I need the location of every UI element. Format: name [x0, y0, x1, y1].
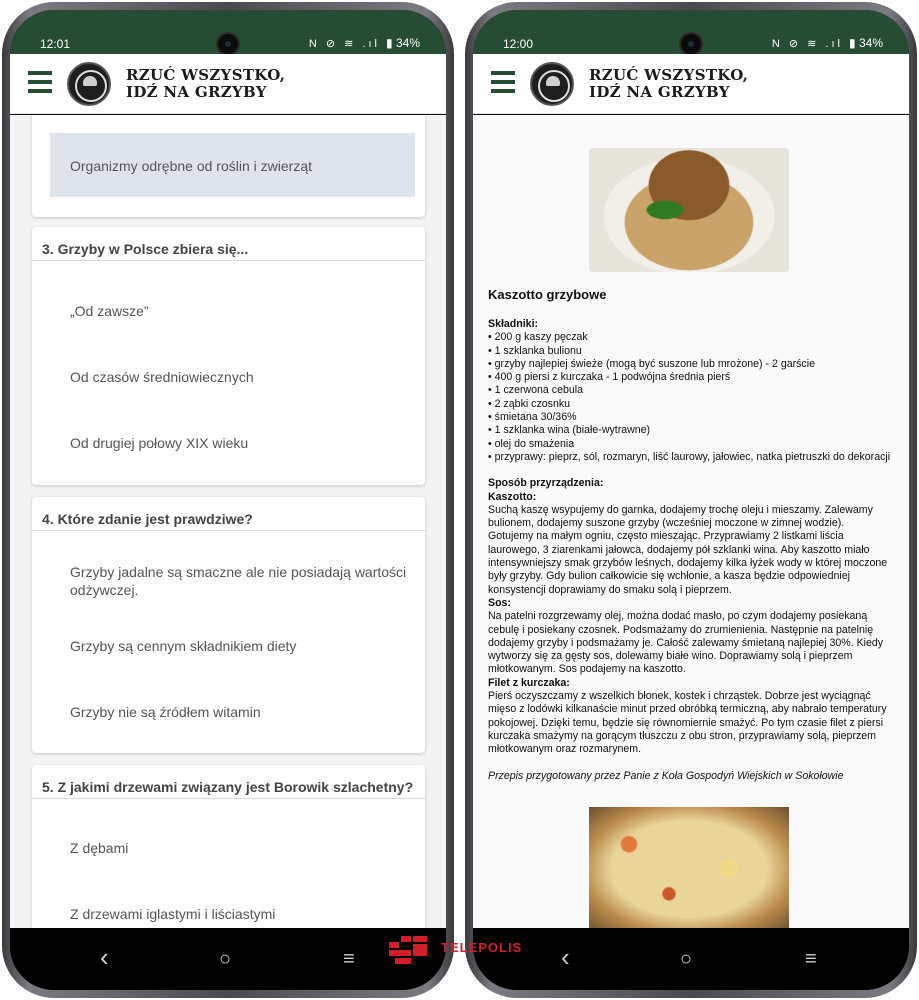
phone-right	[465, 2, 917, 998]
recents-button[interactable]: ≡	[805, 948, 817, 970]
app-bar	[473, 54, 909, 114]
answer-option[interactable]: Grzyby są cennym składnikiem diety	[70, 638, 297, 654]
status-time: 12:00	[503, 37, 534, 51]
ingredient-item: • 1 czerwona cebula	[488, 384, 583, 397]
watermark-logo-icon	[389, 936, 429, 966]
recents-button[interactable]: ≡	[343, 948, 355, 970]
answer-option[interactable]: Od drugiej połowy XIX wieku	[70, 435, 249, 451]
method-heading: Sposób przyrządzenia:	[488, 477, 604, 490]
ingredient-item: • 400 g piersi z kurczaka - 1 podwójna średnia pierś	[488, 371, 731, 384]
ingredient-item: • 1 szklanka bulionu	[488, 344, 582, 357]
question-title: 5. Z jakimi drzewami związany jest Borowik szlachetny?	[32, 765, 425, 799]
recipe-author: Przepis przygotowany przez Panie z Koła Gospodyń Wiejskich w Sokołowie	[488, 769, 844, 782]
ingredient-item: • 2 ząbki czosnku	[488, 397, 571, 410]
question-card	[32, 115, 425, 217]
section-text: Suchą kaszę wsypujemy do garnka, dodajemy trochę oleju i mieszamy. Zalewamy bulionem, dodajemy suszone grzyby (wcześniej moczone w zimnej wodzie). Gotujemy na małym ogniu, często mieszając. Przyprawiamy 2 listkami liścia laurowego, 3 ziarenkami jałowca, dodajemy pół szklanki wina. Aby kaszotto miało intensywniejszy smak grzybów leśnych, dodajemy kilka łyżek wody w której moczone były grzyby. Gdy bulion całkowicie się wchłonie, a kasza będzie odpowiedniej konsystencji doprawiamy do smaku solą i pieprzem.	[488, 503, 888, 596]
answer-option[interactable]: Od czasów średniowiecznych	[70, 369, 254, 385]
status-icons: N ⊘ ≋ .ıl ▮ 34%	[771, 36, 883, 50]
recipe-photo	[589, 148, 789, 272]
screen-left	[10, 10, 446, 990]
section-heading: Filet z kurczaka:	[488, 676, 570, 689]
question-title: 3. Grzyby w Polsce zbiera się...	[32, 227, 425, 261]
app-bar	[10, 54, 446, 114]
back-button[interactable]: ‹	[100, 942, 109, 972]
battery-indicator: ▮ 34%	[386, 36, 420, 50]
menu-icon[interactable]	[28, 71, 52, 93]
quiz-content	[10, 115, 446, 928]
phone-left	[2, 2, 454, 998]
app-logo	[67, 62, 111, 106]
answer-option[interactable]: „Od zawsze”	[70, 303, 149, 319]
front-camera	[679, 32, 703, 56]
home-button[interactable]: ○	[680, 948, 693, 970]
status-time: 12:01	[40, 37, 71, 51]
home-button[interactable]: ○	[219, 948, 232, 970]
question-card	[32, 227, 425, 485]
answer-option[interactable]: Grzyby nie są źródłem witamin	[70, 704, 261, 720]
status-icons: N ⊘ ≋ .ıl ▮ 34%	[308, 36, 420, 50]
app-title: RZUĆ WSZYSTKO, IDŹ NA GRZYBY	[589, 66, 749, 101]
answer-option[interactable]: Grzyby jadalne są smaczne ale nie posiadają wartości odżywczej.	[70, 564, 407, 598]
menu-icon[interactable]	[491, 71, 515, 93]
back-button[interactable]: ‹	[561, 942, 570, 972]
section-heading: Sos:	[488, 596, 511, 609]
answer-option[interactable]: Z dębami	[70, 840, 129, 856]
answer-option-selected[interactable]: Organizmy odrębne od roślin i zwierząt	[50, 133, 415, 197]
answer-option[interactable]: Z drzewami iglastymi i liściastymi	[70, 906, 276, 922]
ingredient-item: • grzyby najlepiej świeże (mogą być suszone lub mrożone) - 2 garście	[488, 357, 815, 370]
system-nav-bar	[10, 928, 446, 990]
question-card	[32, 497, 425, 753]
watermark-text: TELEPOLIS	[441, 940, 523, 955]
battery-indicator: ▮ 34%	[849, 36, 883, 50]
recipe-title: Kaszotto grzybowe	[488, 287, 607, 302]
question-card	[32, 765, 425, 928]
app-title: RZUĆ WSZYSTKO, IDŹ NA GRZYBY	[126, 66, 286, 101]
screen-right	[473, 10, 909, 990]
ingredients	[488, 318, 891, 783]
app-logo	[530, 62, 574, 106]
ingredient-item: • przyprawy: pieprz, sól, rozmaryn, liść laurowy, jałowiec, natka pietruszki do dekoracji	[488, 450, 891, 463]
ingredient-item: • olej do smażenia	[488, 437, 575, 450]
ingredient-item: • śmietana 30/36%	[488, 411, 577, 424]
front-camera	[216, 32, 240, 56]
ingredient-item: • 1 szklanka wina (białe-wytrawne)	[488, 424, 651, 437]
ingredient-item: • 200 g kaszy pęczak	[488, 331, 588, 344]
section-text: Pierś oczyszczamy z wszelkich błonek, kostek i chrząstek. Dobrze jest wyciągnąć mięso z lodówki kilkanaście minut przed obróbką termiczną, aby nabrało temperatury pokojowej. Dzięki temu, będzie się równomiernie smażyć. Po tym czasie filet z piersi kurczaka smażymy na gorącym tłuszczu z obu stron, przyprawiamy solą, pieprzem młotkowanym oraz rozmarynem.	[488, 690, 887, 756]
ingredients-heading: Składniki:	[488, 318, 539, 330]
recipe-content	[473, 115, 909, 928]
recipe-photo	[589, 807, 789, 928]
system-nav-bar	[473, 928, 909, 990]
section-heading: Kaszotto:	[488, 490, 537, 503]
question-title: 4. Które zdanie jest prawdziwe?	[32, 497, 425, 531]
section-text: Na patelni rozgrzewamy olej, można dodać masło, po czym dodajemy posiekaną cebulę i posiekany czosnek. Podsmażamy do zrumienienia. Następnie na patelnię dodajemy grzyby i podsmażamy je. Całość zalewamy śmietaną najlepiej 30%. Kiedy wytworzy się za gęsty sos, dolewamy białe wino. Doprawiamy solą i pieprzem młotkowanym. Sos podajemy na kaszotto.	[488, 610, 884, 676]
